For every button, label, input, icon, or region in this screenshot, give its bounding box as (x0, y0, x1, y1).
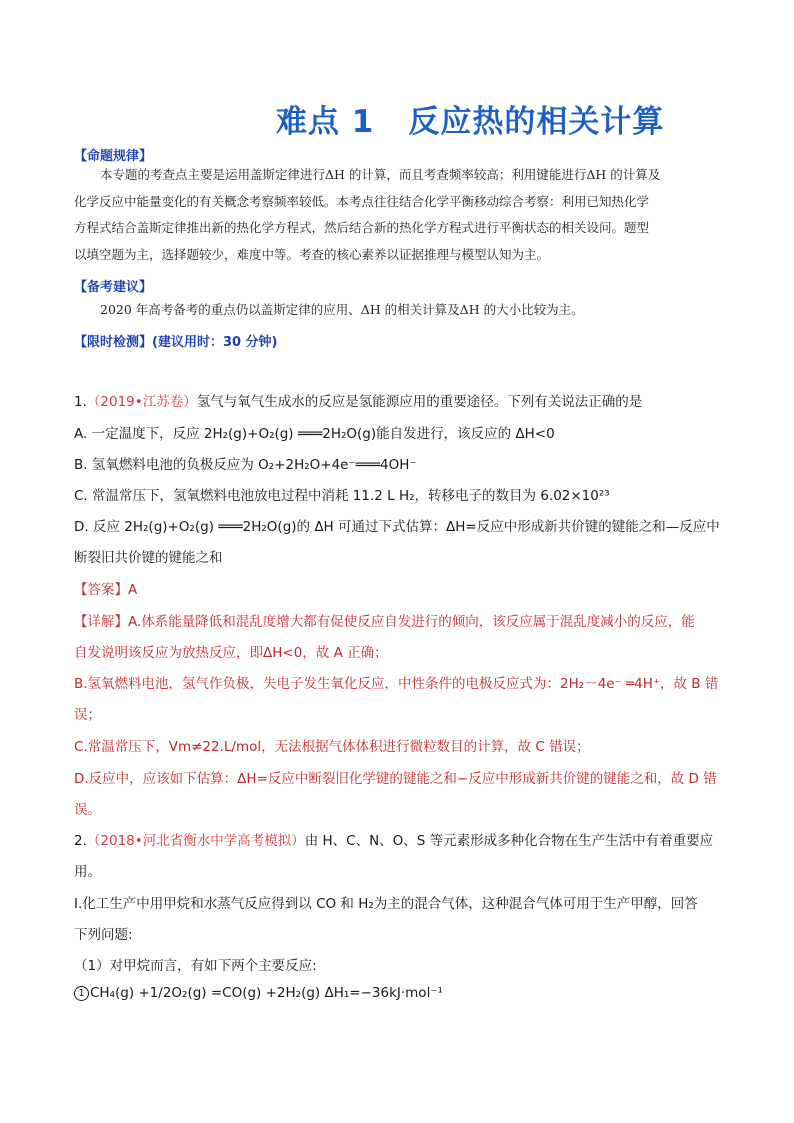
q2-part1-line2: 下列问题: (74, 927, 133, 943)
q1-option-b: B. 氢氧燃料电池的负极反应为 O₂+2H₂O+4e⁻═══4OH⁻ (74, 457, 417, 473)
q1-detail-a-line2: 自发说明该反应为放热反应，即ΔH<0，故 A 正确； (74, 645, 388, 661)
q1-stem-text: 氢气与氧气生成水的反应是氢能源应用的重要途径。下列有关说法正确的是 (196, 394, 643, 410)
page-title (276, 96, 664, 141)
pattern-line-1: 本专题的考查点主要是运用盖斯定律进行ΔH 的计算，而且考查频率较高；利用键能进行ΔH 的计算及 (100, 167, 661, 182)
q2-number: 2. (74, 833, 87, 849)
q1-detail-c: C.常温常压下，Vm≠22.L/mol，无法根据气体体积进行微粒数目的计算，故 C 错误； (74, 739, 590, 755)
q1-detail-b-line2: 误； (74, 707, 101, 723)
q2-stem-line1: 2.（2018•河北省衡水中学高考模拟）由 H、C、N、O、S 等元素形成多种化合物在生产生活中有着重要应 (74, 833, 714, 849)
q1-source: （2019•江苏卷） (86, 394, 197, 410)
q1-answer: 【答案】A (74, 582, 138, 598)
test-heading: 【限时检测】(建议用时：30 分钟) (74, 335, 278, 350)
q1-detail-b-line1: B.氢氧燃料电池，氢气作负极，失电子发生氧化反应，中性条件的电极反应式为：2H₂－4e⁻ ═4H⁺，故 B 错 (74, 676, 719, 692)
q2-part1-line1: I.化工生产中用甲烷和水蒸气反应得到以 CO 和 H₂为主的混合气体，这种混合气体可用于生产甲醇，回答 (74, 896, 698, 912)
prep-paragraph: 2020 年高考备考的重点仍以盖斯定律的应用、ΔH 的相关计算及ΔH 的大小比较为主。 (100, 302, 584, 317)
q2-source: （2018•河北省衡水中学高考模拟） (86, 833, 305, 849)
pattern-line-3: 方程式结合盖斯定律推出新的热化学方程式，然后结合新的热化学方程式进行平衡状态的相关设问。题型 (74, 220, 650, 235)
q1-detail-d-line2: 误。 (74, 802, 101, 818)
prep-heading: 【备考建议】 (74, 280, 153, 295)
q2-equation-1: 1 CH₄(g) +1/2O₂(g) =CO(g) +2H₂(g) ΔH₁=−36kJ·mol⁻¹ (74, 985, 443, 1001)
title-part-number: 难点 1 (276, 104, 375, 140)
q1-detail-label: 【详解】 (74, 614, 128, 630)
pattern-heading: 【命题规律】 (74, 149, 153, 164)
q1-stem (74, 390, 642, 410)
q1-option-c: C. 常温常压下，氢氧燃料电池放电过程中消耗 11.2 L H₂，转移电子的数目为 6.02×10²³ (74, 488, 610, 504)
circled-number-1: 1 (74, 986, 89, 1001)
q1-number: 1. (74, 394, 87, 410)
q1-option-a: A. 一定温度下，反应 2H₂(g)+O₂(g) ═══2H₂O(g)能自发进行，该反应的 ΔH<0 (74, 426, 555, 442)
q2-subquestion-1: （1）对甲烷而言，有如下两个主要反应: (74, 958, 317, 974)
title-part-topic: 反应热的相关计算 (408, 104, 665, 140)
q1-detail-d-line1: D.反应中，应该如下估算：ΔH=反应中断裂旧化学键的键能之和−反应中形成新共价键的键能之和，故 D 错 (74, 771, 717, 787)
q1-option-d-line2: 断裂旧共价键的键能之和 (74, 550, 223, 566)
q1-option-d-line1: D. 反应 2H₂(g)+O₂(g) ═══2H₂O(g)的 ΔH 可通过下式估算：ΔH=反应中形成新共价键的键能之和—反应中 (74, 519, 720, 535)
q1-detail-a-line1: 【详解】A.体系能量降低和混乱度增大都有促使反应自发进行的倾向，该反应属于混乱度减小的反应，能 (74, 614, 695, 630)
pattern-line-2: 化学反应中能量变化的有关概念考察频率较低。本考点往往结合化学平衡移动综合考察：利用已知热化学 (74, 193, 650, 209)
pattern-paragraph (74, 162, 722, 268)
pattern-line-4: 以填空题为主，选择题较少，难度中等。考查的核心素养以证据推理与模型认知为主。 (74, 246, 550, 262)
q2-stem-line2: 用。 (74, 864, 101, 880)
